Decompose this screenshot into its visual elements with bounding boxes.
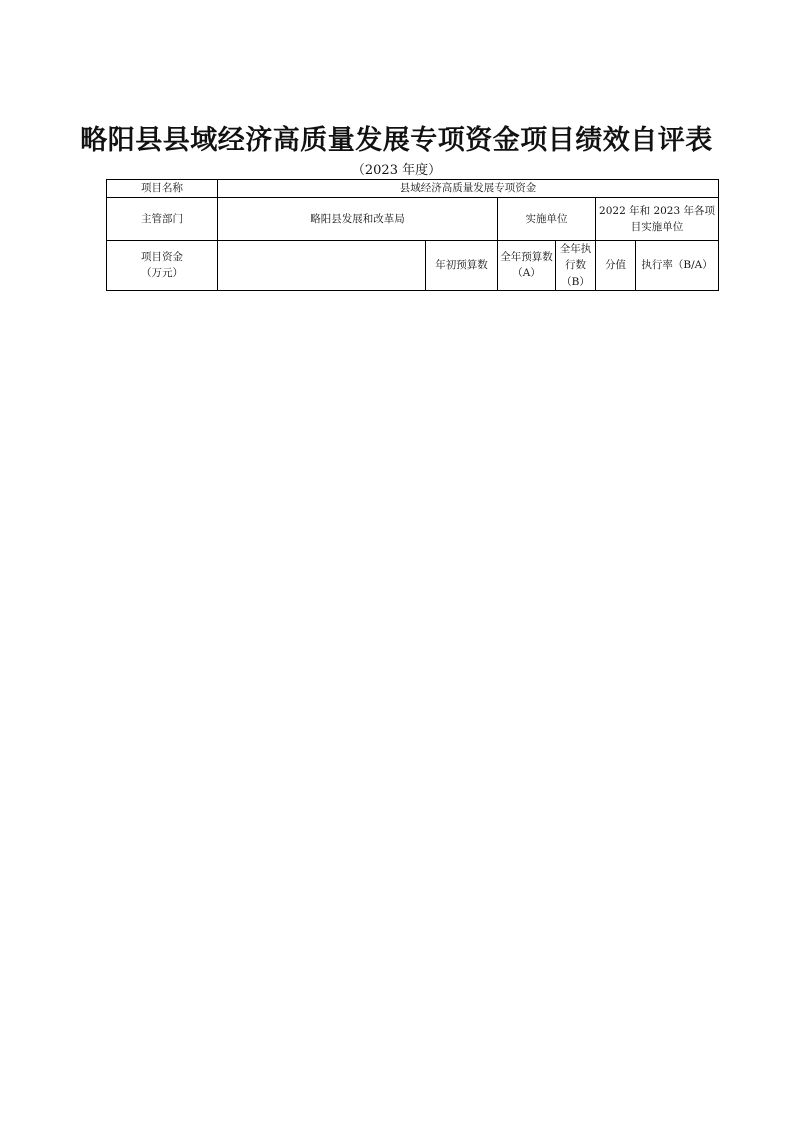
page-title: 略阳县县域经济高质量发展专项资金项目绩效自评表 [80,125,713,156]
funds-label [107,241,218,291]
report-year: （2023 年度） [351,163,442,178]
funds-label-line1: 项目资金 [141,251,183,264]
impl-value: 2022 年和 2023 年各项目实施单位 [596,198,719,241]
funds-header: 分值 [596,241,636,291]
project-name-value: 县域经济高质量发展专项资金 [218,180,719,198]
project-name-label: 项目名称 [107,180,218,198]
funds-header: 全年执行数（B） [556,241,596,291]
funds-header: 年初预算数 [426,241,498,291]
dept-value: 略阳县发展和改革局 [218,198,498,241]
project-name-row [107,180,719,198]
dept-row [107,198,719,241]
funds-header: 全年预算数（A） [498,241,556,291]
self-evaluation-table [106,179,719,291]
dept-label: 主管部门 [107,198,218,241]
funds-header-blank [218,241,426,291]
funds-header: 执行率（B/A） [636,241,719,291]
funds-label-line2: （万元） [141,267,183,280]
impl-label: 实施单位 [498,198,596,241]
funds-header-row [107,241,719,291]
